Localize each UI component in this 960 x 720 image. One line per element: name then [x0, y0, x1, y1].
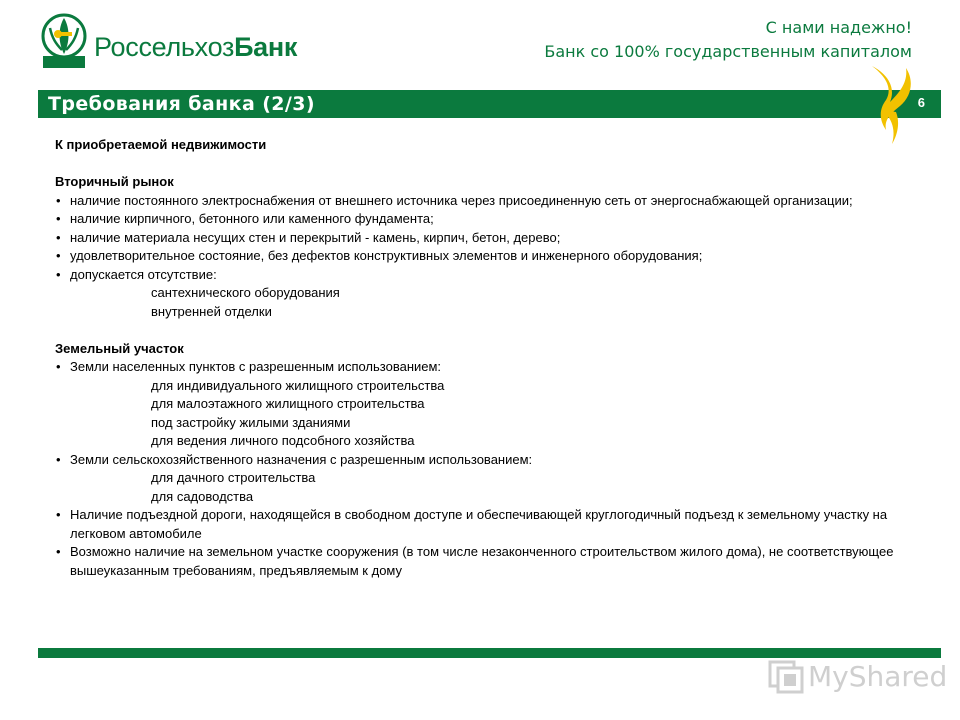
list-item: • Наличие подъездной дороги, находящейся в свободном доступе и обеспечивающей круглогодичный подъезд к земельному участку на легковом автомобиле	[55, 506, 925, 543]
list-item: • Земли населенных пунктов с разрешенным использованием:	[55, 358, 925, 377]
wheat-key-emblem-icon	[38, 10, 90, 72]
secondary-market-heading: Вторичный рынок	[55, 174, 174, 189]
myshared-logo-icon	[768, 658, 804, 694]
page-title: Требования банка (2/3)	[48, 93, 315, 115]
watermark-text: MyShared	[808, 660, 948, 693]
tagline	[544, 16, 912, 64]
list-item: • Возможно наличие на земельном участке сооружения (в том числе незаконченного строительством жилого дома), не соответствующее вышеуказанным требованиям, предъявляемым к дому	[55, 543, 925, 580]
list-item: • наличие материала несущих стен и перекрытий - камень, кирпич, бетон, дерево;	[55, 229, 925, 248]
list-item: • Земли сельскохозяйственного назначения с разрешенным использованием:	[55, 451, 925, 470]
section-title: К приобретаемой недвижимости	[55, 137, 267, 152]
myshared-watermark[interactable]	[766, 658, 948, 698]
list-item: • удовлетворительное состояние, без дефектов конструктивных элементов и инженерного оборудования;	[55, 247, 925, 266]
bank-name: РоссельхозБанк	[94, 32, 298, 62]
sub-item: для дачного строительства	[151, 470, 316, 485]
sub-item: сантехнического оборудования	[151, 285, 340, 300]
tagline-line1: С нами надежно!	[765, 18, 912, 37]
land-plot-heading: Земельный участок	[55, 340, 184, 356]
requirements-content	[55, 136, 925, 580]
bottom-divider	[38, 648, 941, 658]
list-item: • наличие кирпичного, бетонного или каменного фундамента;	[55, 210, 925, 229]
sub-item: внутренней отделки	[151, 303, 272, 319]
title-bar	[38, 90, 941, 118]
sub-item: под застройку жилыми зданиями	[151, 414, 351, 430]
sub-item: для садоводства	[151, 488, 254, 504]
sub-item: для индивидуального жилищного строительства	[151, 377, 445, 393]
list-item: • наличие постоянного электроснабжения от внешнего источника через присоединенную сеть от энергоснабжающей организации;	[55, 192, 925, 211]
sub-item: для малоэтажного жилищного строительства	[151, 396, 425, 411]
bank-logo	[38, 10, 338, 74]
page-number: 6	[917, 95, 925, 110]
list-item: • допускается отсутствие:	[55, 266, 925, 285]
tagline-line2: Банк со 100% государственным капиталом	[544, 42, 912, 61]
sub-item: для ведения личного подсобного хозяйства	[151, 433, 415, 448]
